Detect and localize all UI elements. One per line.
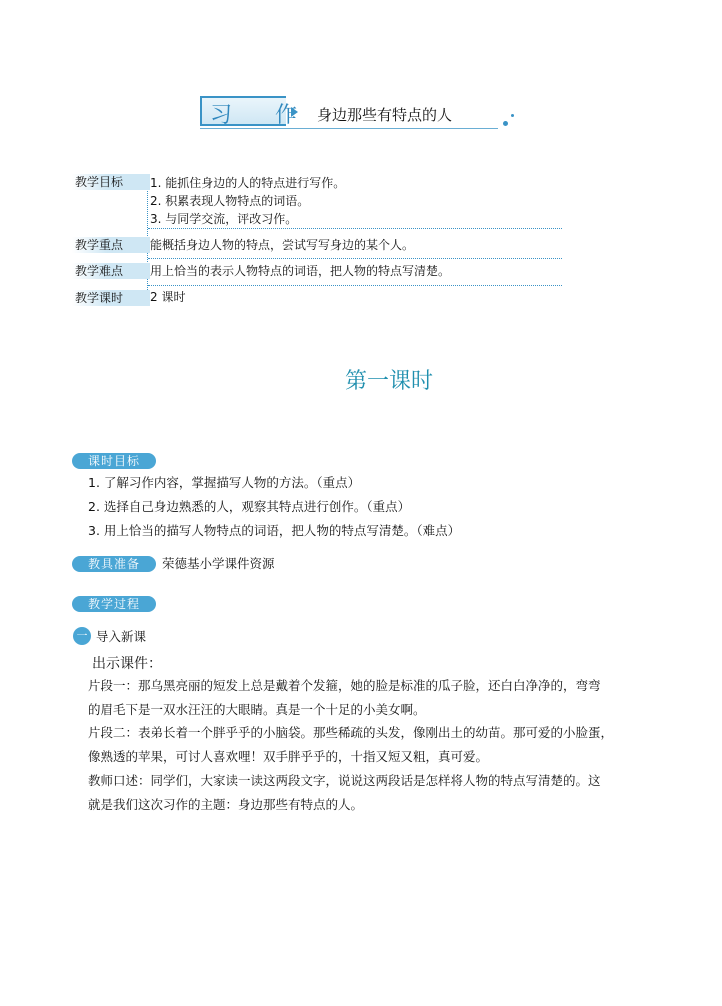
paragraph-line: 的眉毛下是一双水汪汪的大眼睛。真是一个十足的小美女啊。 <box>88 702 426 717</box>
paragraph-line: 像熟透的苹果，可讨人喜欢哩！双手胖乎乎的，十指又短又粗，真可爱。 <box>88 749 489 764</box>
class-hours-text: 2 课时 <box>150 290 186 304</box>
banner-subtitle: 身边那些有特点的人 <box>317 106 453 124</box>
decor-dot-icon <box>511 114 514 117</box>
paragraph-line: 片段一：那乌黑亮丽的短发上总是戴着个发箍，她的脸是标准的瓜子脸，还白白净净的，弯弯 <box>88 678 601 693</box>
title-banner <box>200 96 498 129</box>
row-divider <box>148 228 562 229</box>
label-teaching-focus: 教学重点 <box>72 237 150 253</box>
lesson-goals-label: 课时目标 <box>72 453 156 469</box>
decor-dot-icon <box>503 121 508 126</box>
arrow-right-icon <box>291 107 298 117</box>
preparation-label: 教具准备 <box>72 556 156 572</box>
goal-line: 2. 积累表现人物特点的词语。 <box>150 194 310 208</box>
step-title: 导入新课 <box>96 629 147 644</box>
paragraph-line: 片段二：表弟长着一个胖乎乎的小脑袋。那些稀疏的头发，像刚出土的幼苗。那可爱的小脸蛋， <box>88 725 614 740</box>
paragraph-line: 教师口述：同学们，大家读一读这两段文字，说说这两段话是怎样将人物的特点写清楚的。这 <box>88 773 601 788</box>
label-class-hours: 教学课时 <box>72 290 150 306</box>
paragraph-line: 就是我们这次习作的主题：身边那些有特点的人。 <box>88 797 364 812</box>
difficulty-text: 用上恰当的表示人物特点的词语，把人物的特点写清楚。 <box>150 264 451 278</box>
lesson-goal-item: 1. 了解习作内容，掌握描写人物的方法。（重点） <box>88 475 361 490</box>
step-number-badge: 一 <box>73 627 91 645</box>
label-teaching-difficulty: 教学难点 <box>72 263 150 279</box>
focus-text: 能概括身边人物的特点，尝试写写身边的某个人。 <box>150 238 415 252</box>
lesson-goal-item: 3. 用上恰当的描写人物特点的词语，把人物的特点写清楚。（难点） <box>88 523 461 538</box>
lesson-goal-item: 2. 选择自己身边熟悉的人，观察其特点进行创作。（重点） <box>88 499 411 514</box>
process-label: 教学过程 <box>72 596 156 612</box>
row-divider <box>148 258 562 259</box>
goal-line: 3. 与同学交流，评改习作。 <box>150 212 298 226</box>
row-divider <box>148 285 562 286</box>
lesson-title: 第一课时 <box>344 369 433 394</box>
label-teaching-goals: 教学目标 <box>72 174 150 190</box>
courseware-intro: 出示课件： <box>92 656 162 672</box>
goal-line: 1. 能抓住身边的人的特点进行写作。 <box>150 176 346 190</box>
preparation-text: 荣德基小学课件资源 <box>162 556 275 571</box>
banner-title: 习 作 <box>210 103 315 128</box>
